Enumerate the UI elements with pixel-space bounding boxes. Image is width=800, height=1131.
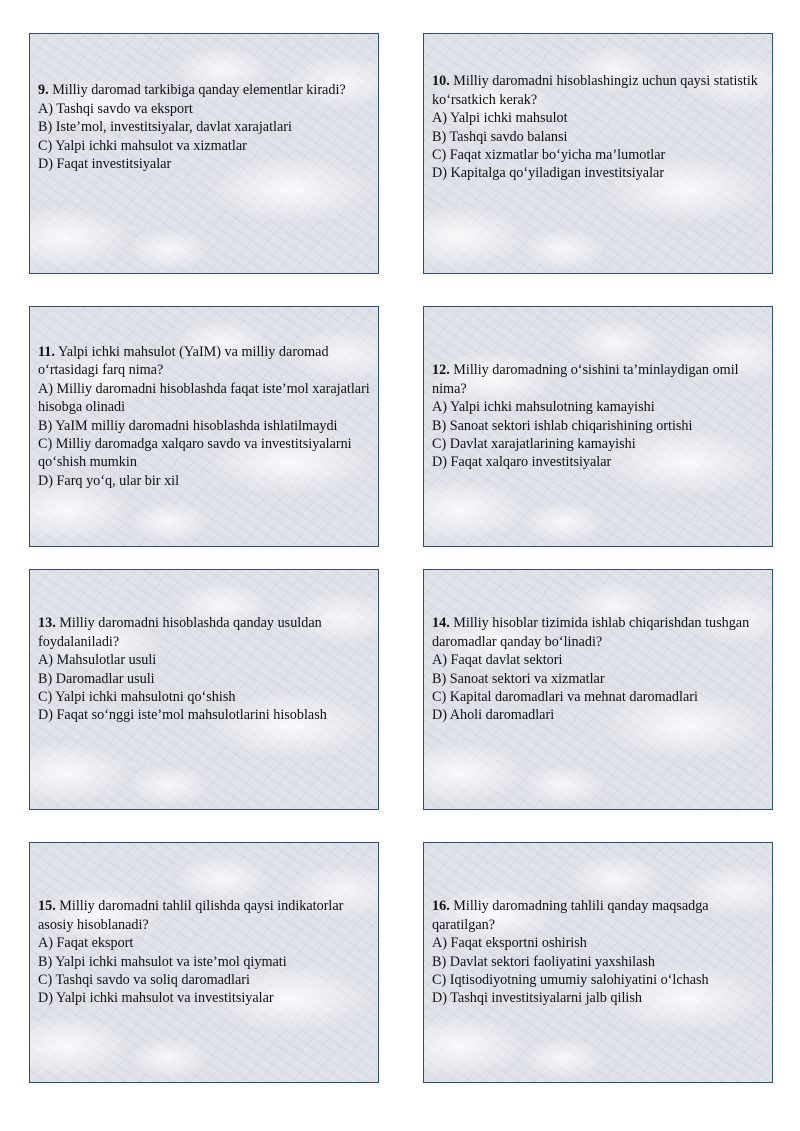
question-number: 14.: [432, 615, 450, 632]
question-number: 11.: [38, 343, 55, 360]
question-card-13: [29, 569, 379, 810]
question-text: [432, 897, 764, 934]
option-c: C) Tashqi savdo va soliq daromadlari: [38, 971, 250, 988]
question-text: [38, 614, 370, 651]
question-number: 16.: [432, 898, 450, 915]
question-stem: Milliy daromadni hisoblashingiz uchun qaysi statistik ko‘rsatkich kerak?: [432, 73, 758, 108]
option-c: C) Milliy daromadga xalqaro savdo va investitsiyalarni qo‘shish mumkin: [38, 435, 352, 471]
question-text: [432, 361, 764, 398]
option-d: D) Farq yo‘q, ular bir xil: [38, 472, 180, 489]
option-c: C) Iqtisodiyotning umumiy salohiyatini o‘lchash: [432, 971, 709, 988]
option-a: A) Yalpi ichki mahsulot: [432, 110, 568, 127]
option-d: D) Tashqi investitsiyalarni jalb qilish: [432, 990, 642, 1007]
option-a: A) Milliy daromadni hisoblashda faqat iste’mol xarajatlari hisobga olinadi: [38, 380, 370, 416]
question-text: [432, 72, 764, 109]
option-a: A) Mahsulotlar usuli: [38, 652, 157, 669]
question-stem: Milliy daromadning o‘sishini ta’minlaydigan omil nima?: [432, 362, 739, 397]
question-number: 10.: [432, 73, 450, 90]
option-b: B) Sanoat sektori ishlab chiqarishining ortishi: [432, 417, 693, 434]
option-c: C) Yalpi ichki mahsulotni qo‘shish: [38, 688, 236, 705]
option-c: C) Kapital daromadlari va mehnat daromadlari: [432, 688, 698, 705]
question-card-16: [423, 842, 773, 1083]
question-card-14: [423, 569, 773, 810]
option-a: A) Tashqi savdo va eksport: [38, 100, 193, 117]
question-stem: Yalpi ichki mahsulot (YaIM) va milliy daromad o‘rtasidagi farq nima?: [38, 343, 329, 379]
question-stem: Milliy daromad tarkibiga qanday elementlar kiradi?: [48, 82, 346, 99]
question-text: [38, 897, 370, 934]
question-number: 13.: [38, 615, 56, 632]
option-b: B) YaIM milliy daromadni hisoblashda ishlatilmaydi: [38, 417, 338, 434]
question-stem: Milliy daromadni tahlil qilishda qaysi indikatorlar asosiy hisoblanadi?: [38, 898, 344, 933]
question-card-15: [29, 842, 379, 1083]
option-d: D) Aholi daromadlari: [432, 707, 555, 724]
option-d: D) Faqat so‘nggi iste’mol mahsulotlarini hisoblash: [38, 707, 327, 724]
option-b: B) Yalpi ichki mahsulot va iste’mol qiymati: [38, 953, 287, 970]
option-b: B) Davlat sektori faoliyatini yaxshilash: [432, 953, 656, 970]
question-card-9: [29, 33, 379, 274]
question-number: 12.: [432, 362, 450, 379]
option-c: C) Yalpi ichki mahsulot va xizmatlar: [38, 137, 247, 154]
question-text: [432, 614, 764, 651]
question-card-12: [423, 306, 773, 547]
question-text: [38, 343, 370, 380]
option-b: B) Iste’mol, investitsiyalar, davlat xarajatlari: [38, 119, 292, 136]
option-d: D) Yalpi ichki mahsulot va investitsiyalar: [38, 990, 274, 1007]
option-a: A) Faqat eksport: [38, 935, 134, 952]
question-number: 15.: [38, 898, 56, 915]
option-c: C) Davlat xarajatlarining kamayishi: [432, 435, 636, 452]
question-text: [38, 81, 370, 99]
question-card-11: [29, 306, 379, 547]
question-number: 9.: [38, 82, 49, 99]
option-b: B) Sanoat sektori va xizmatlar: [432, 670, 605, 687]
question-stem: Milliy hisoblar tizimida ishlab chiqarishdan tushgan daromadlar qanday bo‘linadi?: [432, 615, 750, 650]
option-a: A) Faqat eksportni oshirish: [432, 935, 587, 952]
option-c: C) Faqat xizmatlar bo‘yicha ma’lumotlar: [432, 146, 666, 163]
option-b: B) Daromadlar usuli: [38, 670, 155, 687]
option-d: D) Faqat investitsiyalar: [38, 156, 172, 173]
option-d: D) Kapitalga qo‘yiladigan investitsiyalar: [432, 165, 665, 182]
option-d: D) Faqat xalqaro investitsiyalar: [432, 454, 612, 471]
question-card-10: [423, 33, 773, 274]
option-b: B) Tashqi savdo balansi: [432, 128, 568, 145]
question-stem: Milliy daromadning tahlili qanday maqsadga qaratilgan?: [432, 898, 709, 933]
question-stem: Milliy daromadni hisoblashda qanday usuldan foydalaniladi?: [38, 615, 322, 650]
option-a: A) Yalpi ichki mahsulotning kamayishi: [432, 399, 655, 416]
option-a: A) Faqat davlat sektori: [432, 652, 563, 669]
